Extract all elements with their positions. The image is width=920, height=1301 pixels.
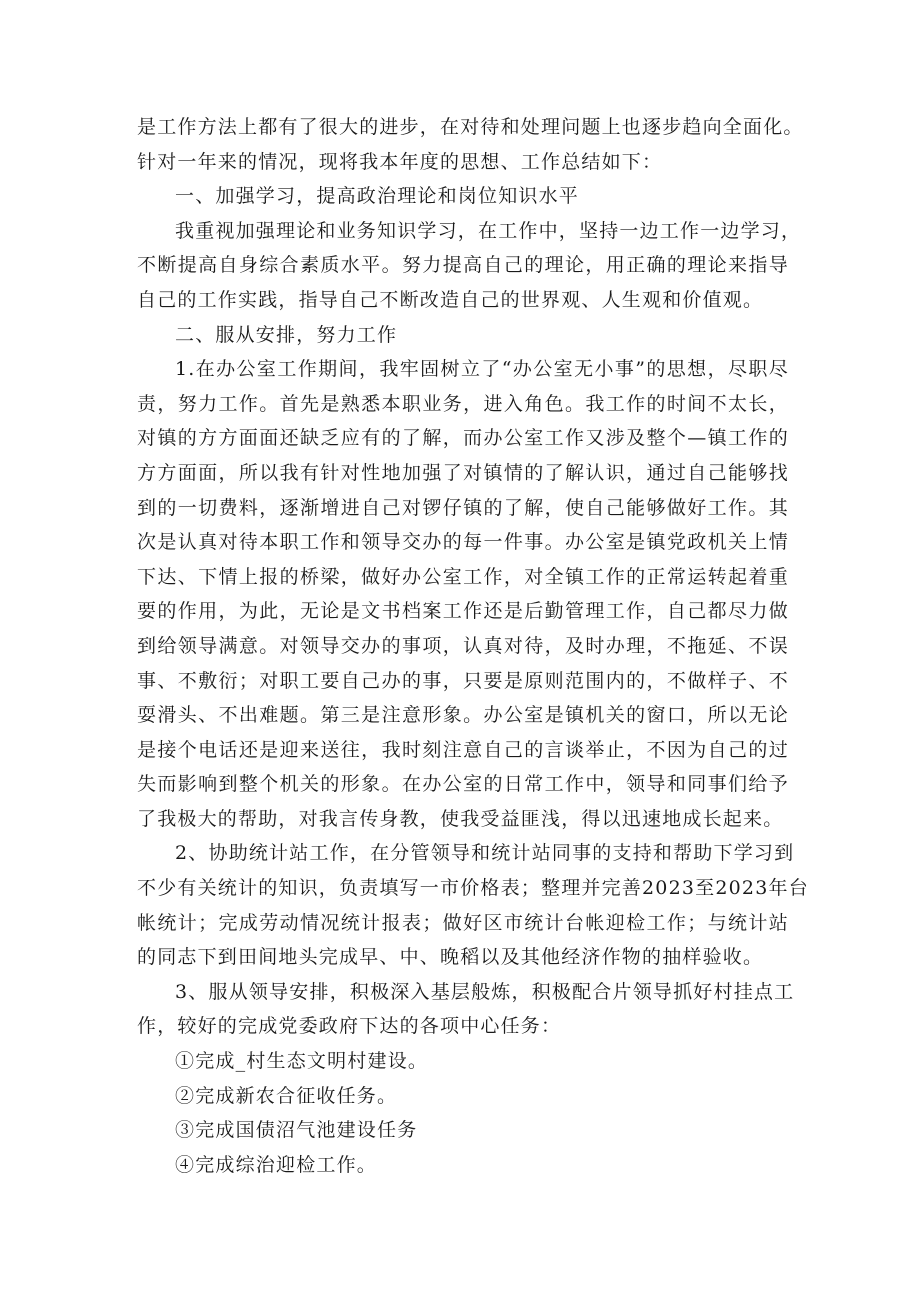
text-line: ③完成国债沼气池建设任务	[175, 1119, 418, 1142]
text-line: 是接个电话还是迎来送往，我时刻注意自己的言谈举止，不因为自己的过	[137, 738, 789, 761]
text-line: ④完成综治迎检工作。	[175, 1153, 378, 1176]
text-line: 到的一切费料，逐渐增进自己对锣仔镇的了解，使自己能够做好工作。其	[137, 496, 789, 519]
text-line: 我重视加强理论和业务知识学习，在工作中，坚持一边工作一边学习，	[175, 219, 802, 242]
text-line: 作，较好的完成党委政府下达的各项中心任务：	[137, 1015, 562, 1038]
text-line: 了我极大的帮助，对我言传身教，使我受益匪浅，得以迅速地成长起来。	[137, 807, 784, 830]
text-line: 次是认真对待本职工作和领导交办的每一件事。办公室是镇党政机关上情	[137, 531, 789, 554]
text-line: 事、不敷衍；对职工要自己办的事，只要是原则范围内的，不做样子、不	[137, 669, 789, 692]
document-page	[137, 110, 809, 1182]
text-line: 1.在办公室工作期间，我牢固树立了“办公室无小事”的思想，尽职尽	[175, 358, 789, 381]
text-line: 失而影响到整个机关的形象。在办公室的日常工作中，领导和同事们给予	[137, 773, 789, 796]
text-line: 不断提高自身综合素质水平。努力提高自己的理论，用正确的理论来指导	[137, 254, 789, 277]
text-line: 要的作用，为此，无论是文书档案工作还是后勤管理工作，自己都尽力做	[137, 600, 789, 623]
text-line: 对镇的方方面面还缺乏应有的了解，而办公室工作又涉及整个—镇工作的	[137, 427, 789, 450]
text-line: 到给领导满意。对领导交办的事项，认真对待，及时办理，不拖延、不误	[137, 634, 789, 657]
text-line: 耍滑头、不出难题。第三是注意形象。办公室是镇机关的窗口，所以无论	[137, 704, 789, 727]
text-line: 方方面面，所以我有针对性地加强了对镇情的了解认识，通过自己能够找	[137, 461, 789, 484]
text-line: 是工作方法上都有了很大的进步，在对待和处理问题上也逐步趋向全面化。	[137, 116, 804, 138]
text-line: 3、服从领导安排，积极深入基层般炼，积极配合片领导抓好村挂点工	[175, 980, 795, 1003]
text-line: 责，努力工作。首先是熟悉本职业务，进入角色。我工作的时间不太长，	[137, 392, 789, 415]
text-line: 针对一年来的情况，现将我本年度的思想、工作总结如下：	[137, 150, 663, 173]
text-line: 2、协助统计站工作，在分管领导和统计站同事的支持和帮助下学习到	[175, 842, 795, 865]
text-line: 下达、下情上报的桥梁，做好办公室工作，对全镇工作的正常运转起着重	[137, 565, 789, 588]
text-line: 一、加强学习，提高政治理论和岗位知识水平	[175, 185, 580, 208]
text-line: 自己的工作实践，指导自己不断改造自己的世界观、人生观和价值观。	[137, 288, 764, 311]
text-line: ①完成_村生态文明村建设。	[175, 1050, 429, 1073]
text-line: 的同志下到田间地头完成早、中、晚稻以及其他经济作物的抽样验收。	[137, 946, 764, 969]
text-line: ②完成新农合征收任务。	[175, 1084, 398, 1107]
text-line: 不少有关统计的知识，负责填写一市价格表；整理并完善2023至2023年台	[137, 877, 809, 900]
text-line: 帐统计；完成劳动情况统计报表；做好区市统计台帐迎检工作；与统计站	[137, 911, 789, 934]
text-line: 二、服从安排，努力工作	[175, 323, 398, 346]
